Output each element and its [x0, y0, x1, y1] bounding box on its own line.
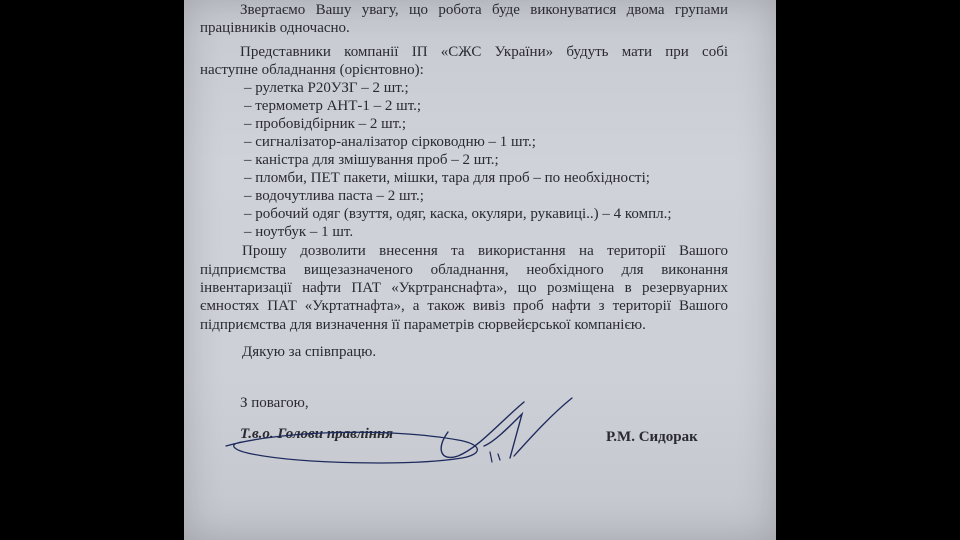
letter-page	[184, 0, 776, 540]
equipment-item: – каністра для змішування проб – 2 шт.;	[244, 152, 499, 168]
paragraph-3-line-3: інвентаризації нафти ПАТ «Укртранснафта», що розміщена в резервуарних	[200, 280, 728, 296]
thanks-text: Дякую за співпрацю.	[242, 344, 377, 360]
equipment-item: – ноутбук – 1 шт.	[244, 224, 354, 240]
paragraph-2-line-1: Представники компанії ІП «СЖС України» будуть мати при собі	[240, 44, 728, 60]
paragraph-3-line-2: підприємства вищезазначеного обладнання, необхідного для виконання	[200, 262, 728, 278]
equipment-item: – пломби, ПЕТ пакети, мішки, тара для проб – по необхідності;	[244, 170, 650, 186]
equipment-item: – сигналізатор-аналізатор сірководню – 1 шт.;	[244, 134, 536, 150]
paragraph-1-line-2: працівників одночасно.	[200, 20, 350, 36]
equipment-item: – робочий одяг (взуття, одяг, каска, окуляри, рукавиці..) – 4 компл.;	[244, 206, 672, 222]
closing-text: З повагою,	[240, 395, 309, 411]
equipment-item: – рулетка Р20УЗГ – 2 шт.;	[244, 80, 409, 96]
paragraph-1-line-1: Звертаємо Вашу увагу, що робота буде виконуватися двома групами	[240, 2, 728, 18]
equipment-item: – пробовідбірник – 2 шт.;	[244, 116, 407, 132]
paragraph-3-line-4: ємностях ПАТ «Укртатнафта», а також вивіз проб нафти з території Вашого	[200, 298, 728, 314]
equipment-item: – термометр АНТ-1 – 2 шт.;	[244, 98, 422, 114]
paragraph-3-line-5: підприємства для визначення її параметрів сюрвейєрської компанією.	[200, 317, 646, 333]
signer-title: Т.в.о. Голови правління	[240, 426, 394, 442]
equipment-item: – водочутлива паста – 2 шт.;	[244, 188, 424, 204]
paragraph-3-line-1: Прошу дозволити внесення та використання на території Вашого	[242, 243, 728, 259]
paragraph-2-line-2: наступне обладнання (орієнтовно):	[200, 62, 424, 78]
signer-name: Р.М. Сидорак	[606, 429, 698, 445]
handwritten-signature	[222, 388, 582, 488]
